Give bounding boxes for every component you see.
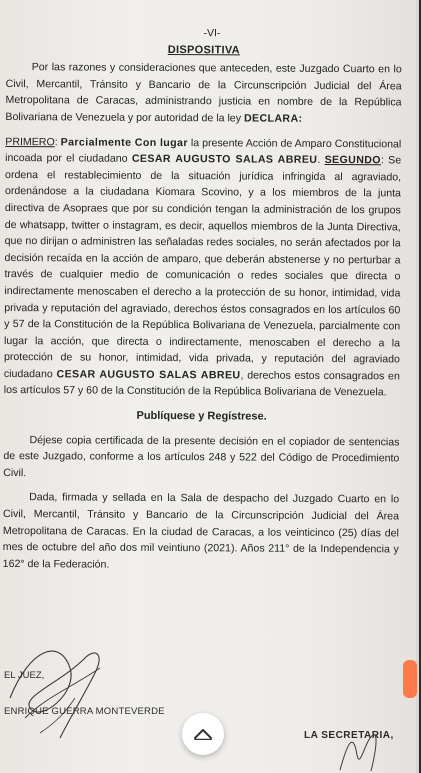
segundo-text: : Se ordena el restablecimiento de la situación jurídica infringida al agraviado, ordenándose a la ciudadana Kiomara Scovino, y a los miembros de la junta directiva de Asopraes que por su condición tengan la administración de los grupos de whatsapp, twitter o instagram, es decir, aquellos miembros de la Junta Directiva, que no dirijan o administren las señaladas redes sociales, no serán afectados por la decisión recaída en la acción de amparo, que deberán abstenerse y no perturbar a través de cualquier medio de comunicación o redes sociales que directa o indirectamente menoscaben el derecho a la protección de su honor, intimidad, vida privada y reputación del agraviado, derechos éstos consagrados en los artículos 60 y 57 de la Constitución de la República Bolivariana de Venezuela, parcialmente con lugar la acción, que directa o indirectamente, menoscaben el derecho a la protección de su honor, intimidad, vida privada, y reputación del agraviado ciudadano [3,154,402,381]
dated-paragraph: Dada, firmada y sellada en la Sala de despacho del Juzgado Cuarto en lo Civil, Mercantil, Tránsito y Bancario de la Circunscripción Judicial del Área Metropolitana de Caracas. En la ciudad de Caracas, a los veinticinco (25) días del mes de octubre del año dos mil veintiuno (2021). Años 211° de la Independencia y 162° de la Federación. [2,491,400,571]
chevron-up-icon [193,728,213,740]
judge-label: EL JUEZ, [4,670,45,681]
intro-text: Por las razones y consideraciones que anteceden, este Juzgado Cuarto en lo Civil, Mercantil, Tránsito y Bancario de la Circunscripción Judicial del Área Metropolitana de Caracas, administrando justicia en nombre de la República Bolivariana de Venezuela y por autoridad de la ley [5,61,402,125]
section-number: -VI- [203,27,221,40]
judge-name: ENRIQUE GUERRA MONTEVERDE [4,706,165,717]
primero-label: PRIMERO [5,135,55,148]
publish-heading: Publíquese y Regístrese. [136,409,267,423]
secretary-signature [335,725,385,773]
plaintiff-name: CESAR AUGUSTO SALAS ABREU [131,152,318,167]
declara-keyword: DECLARA: [243,112,303,125]
copy-paragraph: Déjese copia certificada de la presente decisión en el copiador de sentencias de este Juzgado, conforme a los artículos 248 y 522 del Código de Procedimiento Civil. [3,433,400,479]
section-title: DISPOSITIVA [167,43,240,57]
scrollbar-handle[interactable] [403,660,417,698]
segundo-label: SEGUNDO [324,154,382,167]
intro-paragraph [5,59,401,128]
scroll-to-top-button[interactable] [182,713,224,755]
primero-text: la presente Acción de Amparo Constitucional incoada por el ciudadano [5,136,402,165]
secretary-label: LA SECRETARIA, [304,730,394,741]
resolution-paragraph: PRIMERO: Parcialmente Con lugar la presente Acción de Amparo Constitucional incoada por el ciudadano CESAR AUGUSTO SALAS ABREU. SEGUNDO: Se ordena el restablecimiento de la situación jurídica infringida al agraviado, ordenándose a la ciudadana Kiomara Scovino, y a los miembros de la junta directiva de Asopraes que por su condición tengan la administración de los grupos de whatsapp, twitter o instagram, es decir, aquellos miembros de la Junta Directiva, que no dirijan o administren las señaladas redes sociales, no serán afectados por la decisión recaída en la acción de amparo, que deberán abstenerse y no perturbar a través de cualquier medio de comunicación o redes sociales que directa o indirectamente menoscaben el derecho a la protección de su honor, intimidad, vida privada y reputación del agraviado, derechos éstos consagrados en los artículos 60 y 57 de la Constitución de la República Bolivariana de Venezuela, parcialmente con lugar la acción, que directa o indirectamente, menoscaben el derecho a la protección de su honor, intimidad, vida privada, y reputación del agraviado ciudadano CESAR AUGUSTO SALAS ABREU, derechos estos consagrados en los artículos 57 y 60 de la Constitución de la República Bolivariana de Venezuela. [3,135,402,399]
page-edge [416,0,419,773]
document-body [3,24,402,575]
ruling-text: Parcialmente Con lugar [60,135,188,149]
plaintiff-name-repeat: CESAR AUGUSTO SALAS ABREU [56,368,241,382]
